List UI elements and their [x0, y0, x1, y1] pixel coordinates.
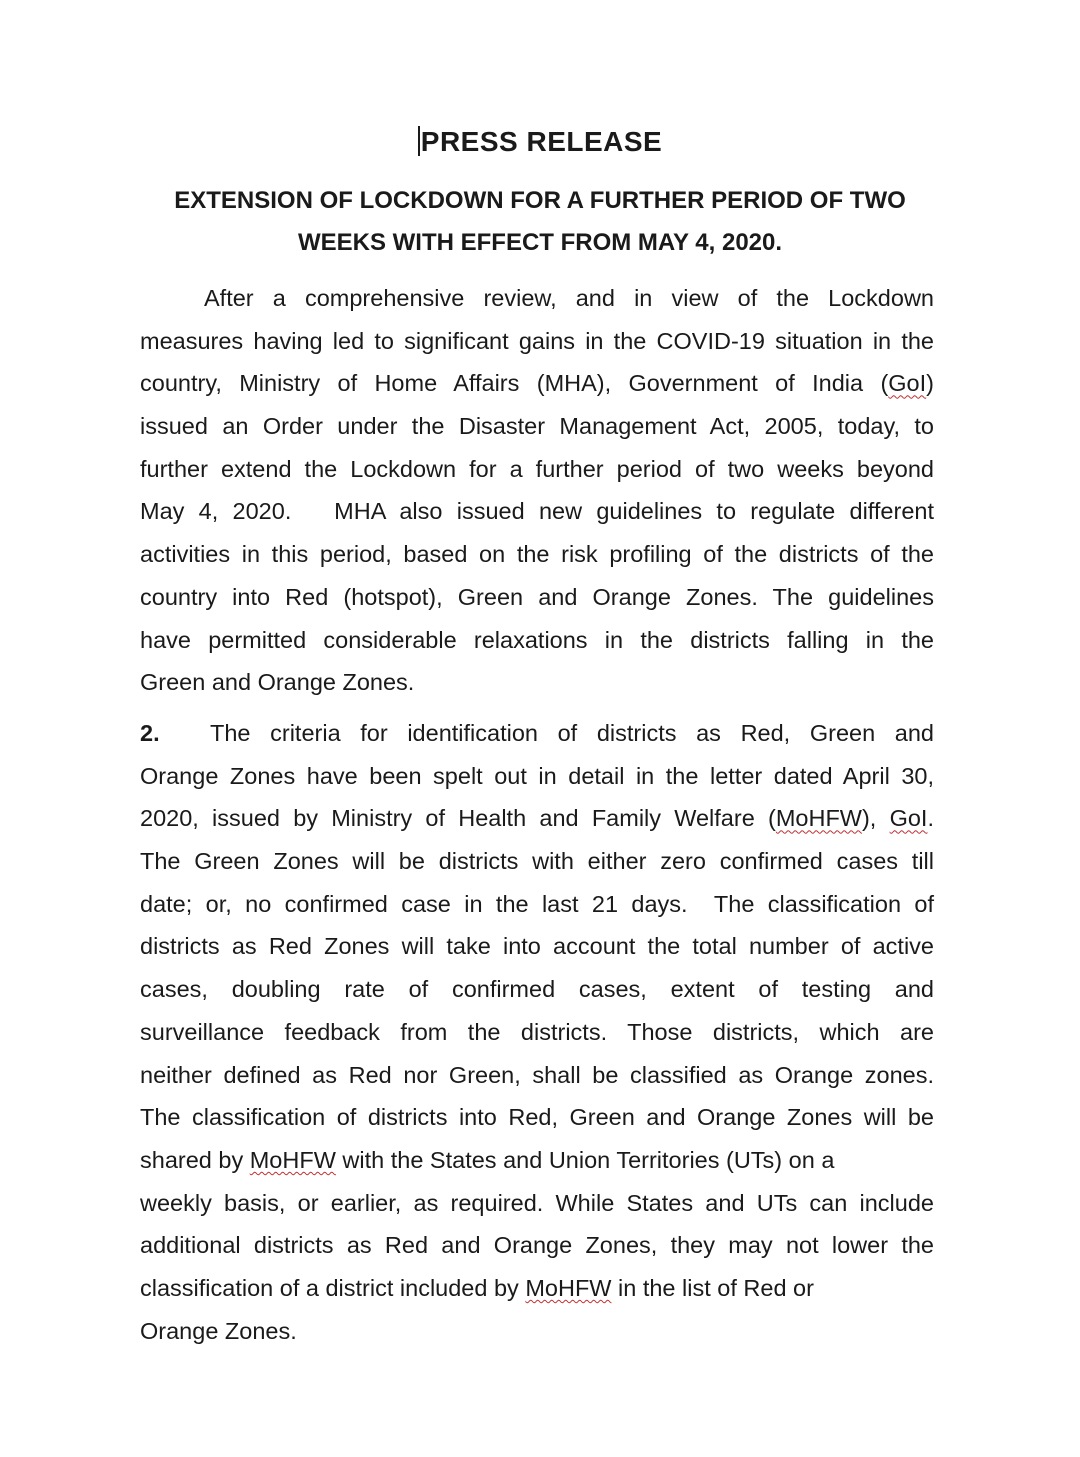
paragraph-line: classification of a district included by MoHFW in the list of Red or	[140, 1274, 814, 1301]
paragraph-line: country, Ministry of Home Affairs (MHA), Government of India (GoI)	[140, 370, 934, 397]
paragraph-line: shared by MoHFW with the States and Union Territories (UTs) on a	[140, 1146, 835, 1173]
spellcheck-word: MoHFW	[525, 1274, 612, 1301]
paragraph-line: Green and Orange Zones.	[140, 669, 415, 696]
press-release-title: PRESS RELEASE	[0, 122, 1080, 162]
paragraph-line: The classification of districts into Red, Green and Orange Zones will be	[140, 1104, 934, 1131]
subtitle-line: WEEKS WITH EFFECT FROM MAY 4, 2020.	[297, 229, 783, 256]
paragraph-line: districts as Red Zones will take into account the total number of active	[140, 933, 934, 960]
paragraph-line: further extend the Lockdown for a further period of two weeks beyond	[140, 455, 934, 482]
spellcheck-word: MoHFW	[249, 1146, 336, 1173]
paragraph-line: cases, doubling rate of confirmed cases, extent of testing and	[140, 976, 934, 1003]
paragraph-line: neither defined as Red nor Green, shall be classified as Orange zones.	[140, 1061, 934, 1088]
press-release-subtitle	[140, 180, 940, 264]
paragraph-line: have permitted considerable relaxations in the districts falling in the	[140, 626, 934, 653]
paragraph-line: 2. The criteria for identification of districts as Red, Green and	[140, 712, 934, 755]
paragraph-line: date; or, no confirmed case in the last 21 days. The classification of	[140, 890, 934, 917]
paragraph-line: The Green Zones will be districts with either zero confirmed cases till	[140, 848, 934, 875]
paragraph-line: surveillance feedback from the districts. Those districts, which are	[140, 1018, 934, 1045]
paragraph-line: additional districts as Red and Orange Zones, they may not lower the	[140, 1232, 934, 1259]
paragraph-line: weekly basis, or earlier, as required. While States and UTs can include	[140, 1189, 934, 1216]
paragraph-number: 2.	[140, 720, 160, 746]
text-cursor	[418, 126, 420, 156]
paragraph-line: After a comprehensive review, and in view of the Lockdown	[204, 285, 934, 311]
paragraph-line: Orange Zones.	[140, 1317, 297, 1344]
paragraph-line: country into Red (hotspot), Green and Orange Zones. The guidelines	[140, 583, 934, 610]
paragraph-line: measures having led to significant gains in the COVID-19 situation in the	[140, 327, 934, 354]
paragraph-line: May 4, 2020. MHA also issued new guidelines to regulate different	[140, 498, 934, 525]
subtitle-line: EXTENSION OF LOCKDOWN FOR A FURTHER PERIOD OF TWO	[174, 187, 906, 214]
paragraph-line: issued an Order under the Disaster Management Act, 2005, today, to	[140, 413, 934, 440]
spellcheck-word: GoI	[889, 805, 928, 832]
paragraph-line: Orange Zones have been spelt out in detail in the letter dated April 30,	[140, 762, 934, 789]
spellcheck-word: MoHFW	[775, 805, 862, 832]
paragraph-line: activities in this period, based on the risk profiling of the districts of the	[140, 541, 934, 568]
spellcheck-word: GoI	[888, 370, 927, 397]
paragraph-1	[140, 277, 934, 704]
paragraph-2	[140, 712, 934, 1352]
paragraph-line: 2020, issued by Ministry of Health and Family Welfare (MoHFW), GoI.	[140, 805, 934, 832]
